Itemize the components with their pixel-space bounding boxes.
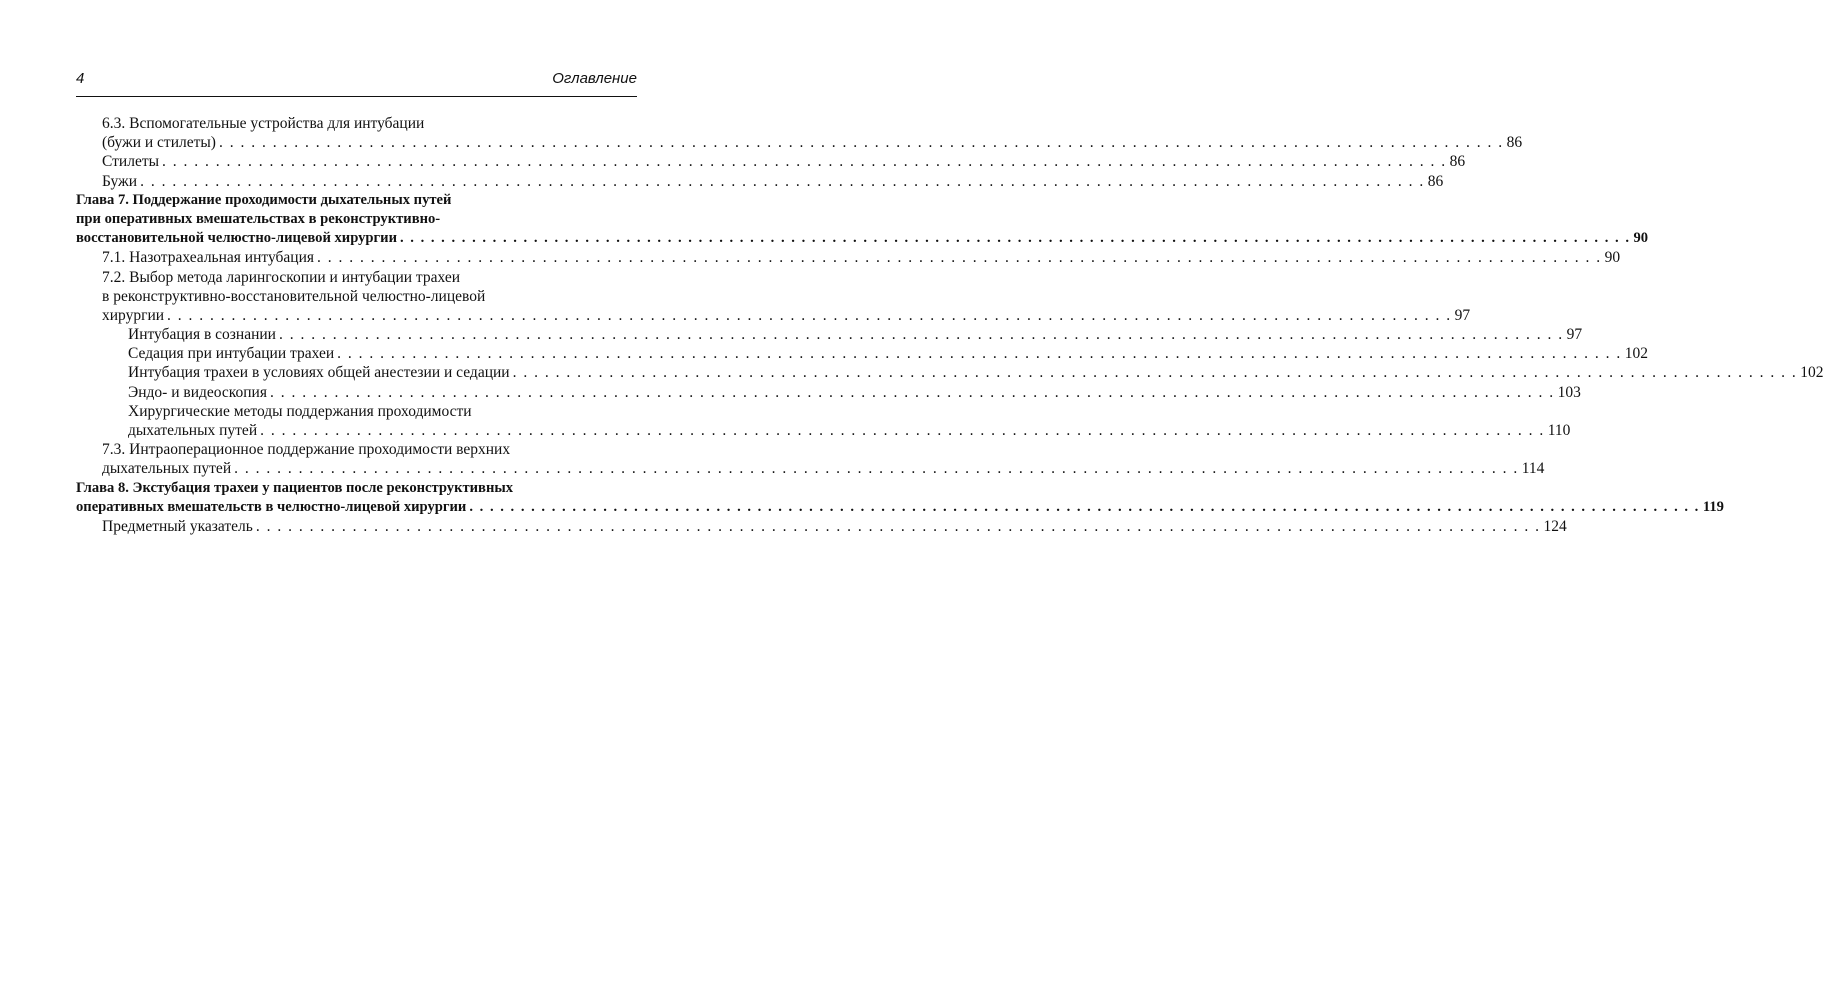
page-number: 4 — [76, 70, 85, 87]
table-of-contents — [76, 114, 1823, 536]
toc-entry-text: Интубация в сознании — [128, 326, 276, 344]
toc-entry — [76, 210, 637, 229]
running-title: Оглавление — [552, 70, 637, 87]
toc-entry — [76, 363, 1823, 382]
toc-entry — [76, 498, 1724, 517]
toc-entry-page: 102 — [1800, 364, 1823, 382]
dot-leader: . . . . . . . . . . . . . . . . . . . . . . . . . . . . . . . . . . . . . . . . . . . . . . . . . . . . . . . . . . . . . . . . . . . . . . . . . . . . . . . . . . . . . . . . . . . . . . . . . . . . . . . . . . . . . . . . . . . . . . . . — [469, 498, 1700, 515]
dot-leader: . . . . . . . . . . . . . . . . . . . . . . . . . . . . . . . . . . . . . . . . . . . . . . . . . . . . . . . . . . . . . . . . . . . . . . . . . . . . . . . . . . . . . . . . . . . . . . . . . . . . . . . . . . . . . . . . . . . . . . . . — [167, 306, 1452, 324]
toc-entry — [76, 421, 1571, 440]
toc-entry — [76, 114, 637, 133]
toc-entry-text: (бужи и стилеты) — [102, 134, 216, 152]
toc-entry — [76, 440, 637, 459]
toc-entry-text: при оперативных вмешательствах в реконструктивно- — [76, 210, 441, 227]
toc-entry-text: оперативных вмешательств в челюстно-лицевой хирургии — [76, 498, 467, 515]
toc-entry-text: 6.3. Вспомогательные устройства для интубации — [102, 115, 425, 132]
toc-entry-page: 86 — [1449, 153, 1466, 171]
toc-entry — [76, 344, 1649, 363]
dot-leader: . . . . . . . . . . . . . . . . . . . . . . . . . . . . . . . . . . . . . . . . . . . . . . . . . . . . . . . . . . . . . . . . . . . . . . . . . . . . . . . . . . . . . . . . . . . . . . . . . . . . . . . . . . . . . . . . . . . . . . . . — [162, 153, 1447, 171]
dot-leader: . . . . . . . . . . . . . . . . . . . . . . . . . . . . . . . . . . . . . . . . . . . . . . . . . . . . . . . . . . . . . . . . . . . . . . . . . . . . . . . . . . . . . . . . . . . . . . . . . . . . . . . . . . . . . . . . . . . . . . . . — [399, 230, 1631, 247]
toc-entry — [76, 268, 637, 287]
toc-entry — [76, 402, 637, 421]
header-rule — [76, 96, 637, 97]
toc-entry-text: 7.1. Назотрахеальная интубация — [102, 249, 314, 267]
toc-entry-page: 97 — [1566, 326, 1583, 344]
dot-leader: . . . . . . . . . . . . . . . . . . . . . . . . . . . . . . . . . . . . . . . . . . . . . . . . . . . . . . . . . . . . . . . . . . . . . . . . . . . . . . . . . . . . . . . . . . . . . . . . . . . . . . . . . . . . . . . . . . . . . . . . — [140, 172, 1425, 190]
toc-entry — [76, 172, 1444, 191]
toc-entry-text: Эндо- и видеоскопия — [128, 383, 267, 401]
toc-entry — [76, 248, 1621, 267]
toc-entry-page: 86 — [1506, 134, 1523, 152]
toc-entry — [76, 191, 637, 210]
toc-entry-text: дыхательных путей — [128, 422, 258, 439]
page-header — [76, 70, 637, 94]
toc-entry-text: Хирургические методы поддержания проходимости — [128, 402, 472, 420]
toc-entry-text: Глава 7. Поддержание проходимости дыхательных путей — [76, 191, 452, 208]
toc-entry-page: 90 — [1604, 249, 1621, 267]
toc-entry-text: 7.3. Интраоперационное поддержание проходимости верхних — [102, 441, 511, 459]
toc-entry — [76, 306, 1471, 325]
toc-entry-page: 114 — [1521, 460, 1545, 478]
dot-leader: . . . . . . . . . . . . . . . . . . . . . . . . . . . . . . . . . . . . . . . . . . . . . . . . . . . . . . . . . . . . . . . . . . . . . . . . . . . . . . . . . . . . . . . . . . . . . . . . . . . . . . . . . . . . . . . . . . . . . . . . — [255, 517, 1541, 535]
toc-entry-text: 7.2. Выбор метода ларингоскопии и интубации трахеи — [102, 268, 461, 286]
toc-entry-text: Интубация трахеи в условиях общей анестезии и седации — [128, 364, 510, 382]
toc-entry — [76, 133, 1523, 152]
toc-entry — [76, 517, 1567, 536]
toc-entry-text: Стилеты — [102, 153, 160, 171]
toc-entry-page: 110 — [1547, 422, 1571, 439]
toc-entry — [76, 229, 1649, 248]
dot-leader: . . . . . . . . . . . . . . . . . . . . . . . . . . . . . . . . . . . . . . . . . . . . . . . . . . . . . . . . . . . . . . . . . . . . . . . . . . . . . . . . . . . . . . . . . . . . . . . . . . . . . . . . . . . . . . . . . . . . . . . . — [512, 364, 1798, 382]
dot-leader: . . . . . . . . . . . . . . . . . . . . . . . . . . . . . . . . . . . . . . . . . . . . . . . . . . . . . . . . . . . . . . . . . . . . . . . . . . . . . . . . . . . . . . . . . . . . . . . . . . . . . . . . . . . . . . . . . . . . . . . . — [337, 345, 1622, 363]
toc-entry-text: Бужи — [102, 172, 138, 190]
toc-entry — [76, 287, 637, 306]
toc-entry-text: в реконструктивно-восстановительной челюстно-лицевой — [102, 287, 486, 305]
toc-entry-page: 90 — [1633, 230, 1649, 247]
toc-entry-text: хирургии — [102, 306, 165, 324]
toc-entry — [76, 459, 1545, 478]
toc-entry — [76, 152, 1466, 171]
toc-entry-page: 103 — [1557, 383, 1581, 401]
toc-entry-text: Предметный указатель — [102, 517, 253, 535]
dot-leader: . . . . . . . . . . . . . . . . . . . . . . . . . . . . . . . . . . . . . . . . . . . . . . . . . . . . . . . . . . . . . . . . . . . . . . . . . . . . . . . . . . . . . . . . . . . . . . . . . . . . . . . . . . . . . . . . . . . . . . . . — [218, 134, 1504, 152]
dot-leader: . . . . . . . . . . . . . . . . . . . . . . . . . . . . . . . . . . . . . . . . . . . . . . . . . . . . . . . . . . . . . . . . . . . . . . . . . . . . . . . . . . . . . . . . . . . . . . . . . . . . . . . . . . . . . . . . . . . . . . . . — [278, 326, 1564, 344]
dot-leader: . . . . . . . . . . . . . . . . . . . . . . . . . . . . . . . . . . . . . . . . . . . . . . . . . . . . . . . . . . . . . . . . . . . . . . . . . . . . . . . . . . . . . . . . . . . . . . . . . . . . . . . . . . . . . . . . . . . . . . . . — [317, 249, 1602, 267]
toc-entry-page: 86 — [1427, 172, 1444, 190]
toc-entry-text: восстановительной челюстно-лицевой хирургии — [76, 230, 397, 247]
toc-entry-text: Седация при интубации трахеи — [128, 345, 335, 363]
toc-entry-page: 119 — [1702, 498, 1724, 515]
toc-entry — [76, 325, 1583, 344]
toc-entry — [76, 479, 637, 498]
toc-entry-text: Глава 8. Экстубация трахеи у пациентов после реконструктивных — [76, 479, 514, 496]
dot-leader: . . . . . . . . . . . . . . . . . . . . . . . . . . . . . . . . . . . . . . . . . . . . . . . . . . . . . . . . . . . . . . . . . . . . . . . . . . . . . . . . . . . . . . . . . . . . . . . . . . . . . . . . . . . . . . . . . . . . . . . . — [260, 422, 1545, 439]
toc-entry-page: 97 — [1454, 306, 1471, 324]
toc-entry-text: дыхательных путей — [102, 460, 232, 478]
toc-entry-page: 124 — [1543, 517, 1567, 535]
toc-entry — [76, 383, 1581, 402]
dot-leader: . . . . . . . . . . . . . . . . . . . . . . . . . . . . . . . . . . . . . . . . . . . . . . . . . . . . . . . . . . . . . . . . . . . . . . . . . . . . . . . . . . . . . . . . . . . . . . . . . . . . . . . . . . . . . . . . . . . . . . . . — [234, 460, 1519, 478]
dot-leader: . . . . . . . . . . . . . . . . . . . . . . . . . . . . . . . . . . . . . . . . . . . . . . . . . . . . . . . . . . . . . . . . . . . . . . . . . . . . . . . . . . . . . . . . . . . . . . . . . . . . . . . . . . . . . . . . . . . . . . . . — [269, 383, 1555, 401]
toc-entry-page: 102 — [1624, 345, 1649, 363]
